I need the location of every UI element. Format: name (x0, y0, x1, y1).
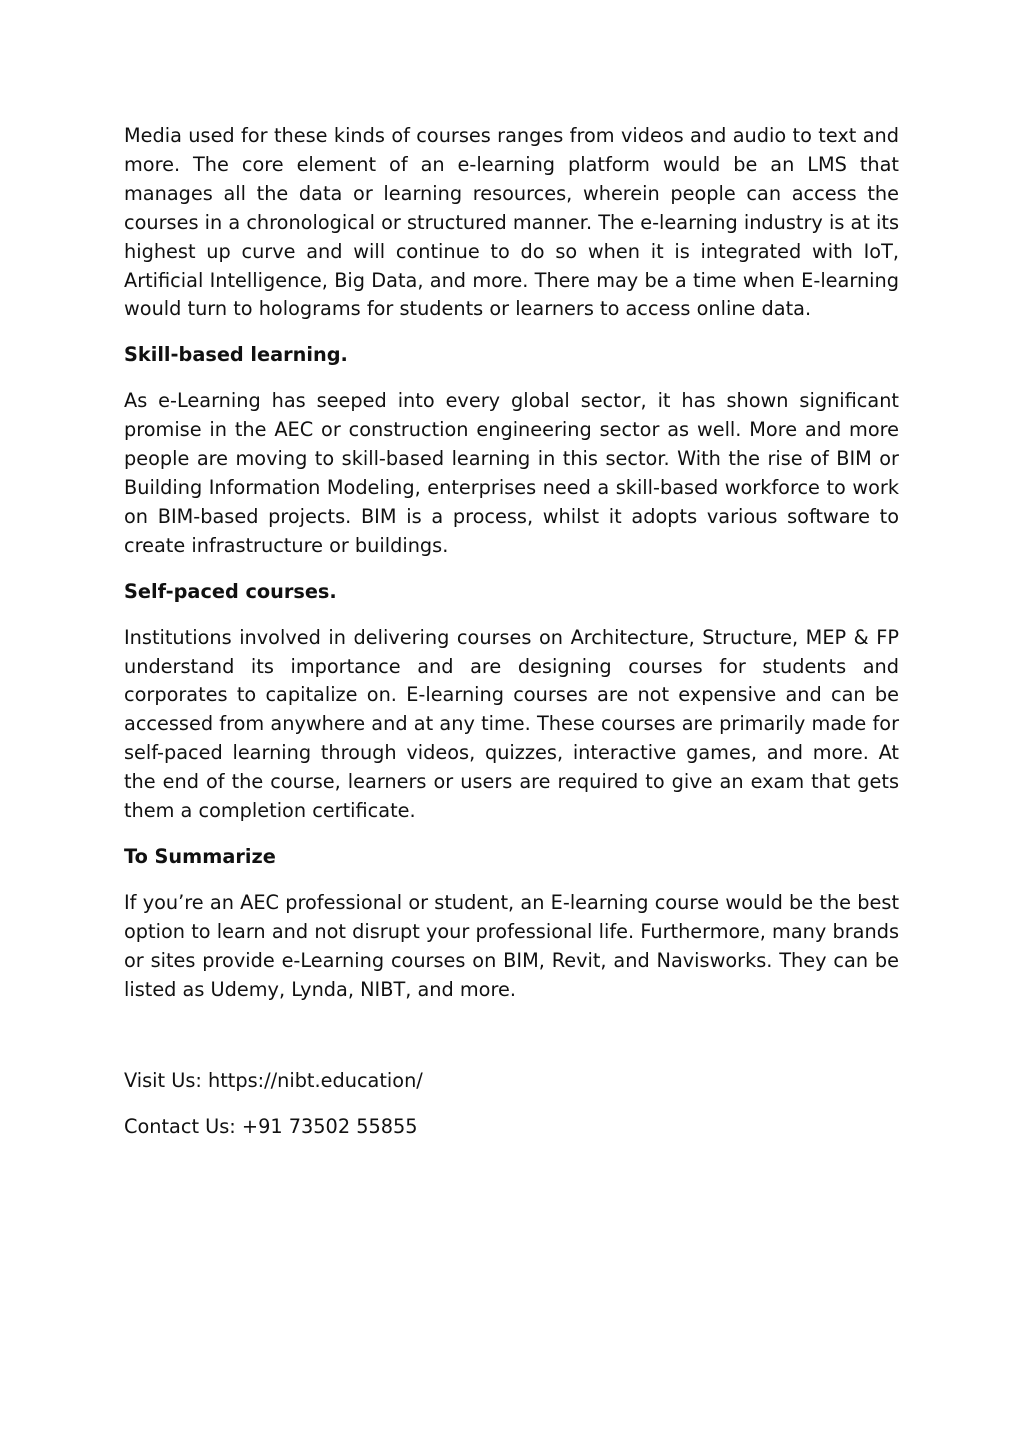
summary-paragraph: If you’re an AEC professional or student, an E-learning course would be the best option to learn and not disrupt your professional life. Furthermore, many brands or sites provide e-Learning courses on BIM, Revit, and Navisworks. They can be listed as Udemy, Lynda, NIBT, and more. (124, 890, 899, 1001)
summary-heading: To Summarize (124, 844, 276, 868)
contact-us-line: Contact Us: +91 73502 55855 (124, 1115, 418, 1139)
self-paced-courses-paragraph: Institutions involved in delivering courses on Architecture, Structure, MEP & FP understand its importance and are designing courses for students and corporates to capitalize on. E-learning courses are not expensive and can be accessed from anywhere and at any time. These courses are primarily made for self-paced learning through videos, quizzes, interactive games, and more. At the end of the course, learners or users are required to give an exam that gets them a completion certificate. (124, 625, 899, 823)
document-page (124, 122, 899, 1159)
intro-paragraph: Media used for these kinds of courses ranges from videos and audio to text and more. The core element of an e-learning platform would be an LMS that manages all the data or learning resources, wherein people can access the courses in a chronological or structured manner. The e-learning industry is at its highest up curve and will continue to do so when it is integrated with IoT, Artificial Intelligence, Big Data, and more. There may be a time when E-learning would turn to holograms for students or learners to access online data. (124, 124, 899, 321)
skill-based-learning-paragraph: As e-Learning has seeped into every global sector, it has shown significant promise in the AEC or construction engineering sector as well. More and more people are moving to skill-based learning in this sector. With the rise of BIM or Building Information Modeling, enterprises need a skill-based workforce to work on BIM-based projects. BIM is a process, whilst it adopts various software to create infrastructure or buildings. (124, 389, 899, 557)
visit-us-line: Visit Us: https://nibt.education/ (124, 1069, 423, 1093)
self-paced-courses-heading: Self-paced courses. (124, 579, 337, 603)
spacer (124, 1021, 899, 1067)
skill-based-learning-heading: Skill-based learning. (124, 343, 348, 367)
